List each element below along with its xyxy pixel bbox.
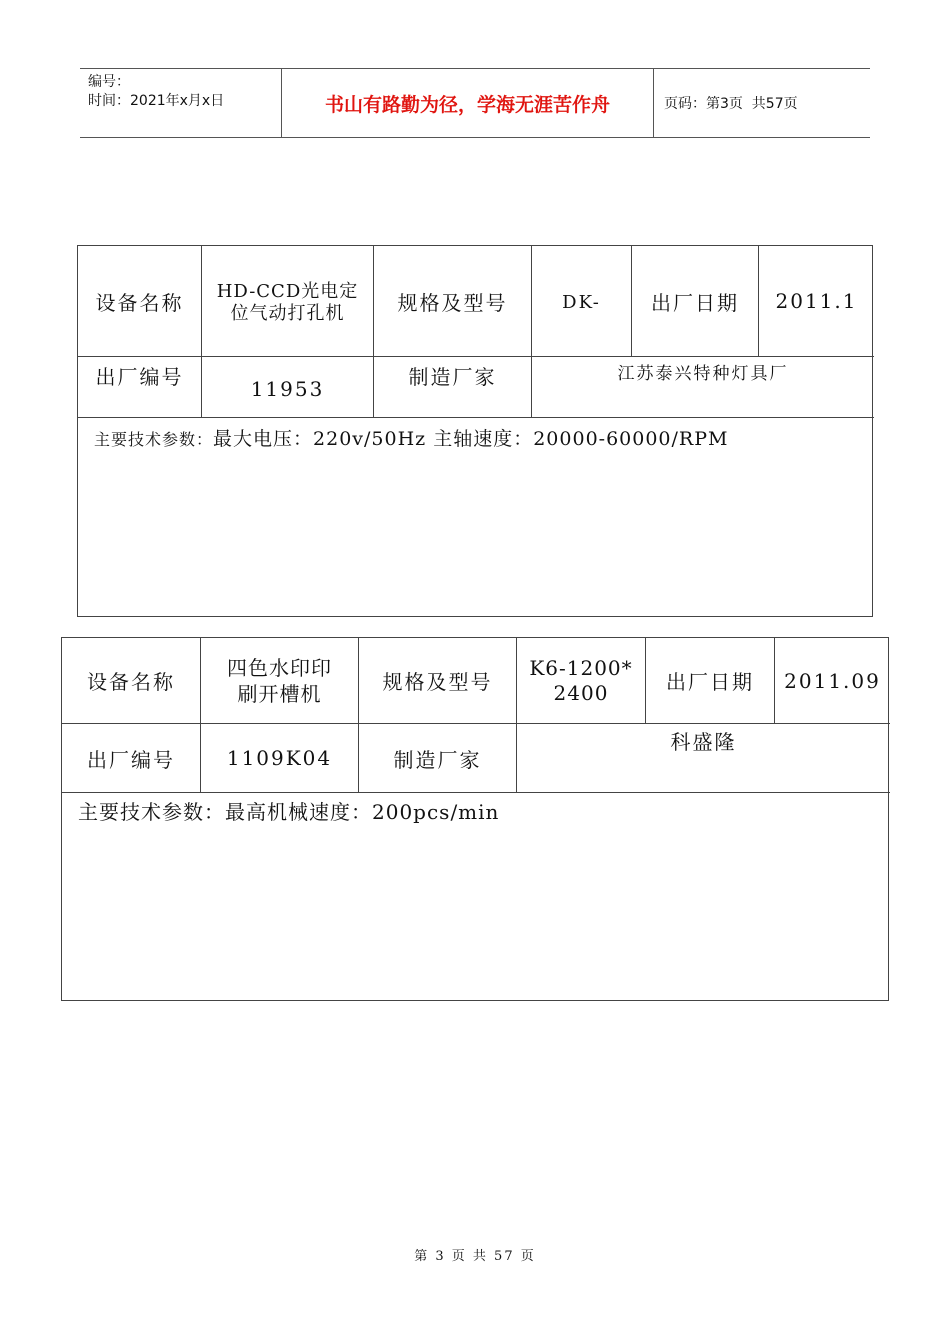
page-footer — [0, 1245, 950, 1264]
name-label: 设备名称 — [95, 290, 184, 315]
serial-value: 1109K04 — [226, 746, 333, 770]
header-meta — [80, 69, 281, 137]
equipment-table-2 — [61, 637, 889, 1001]
tech-params-2: 主要技术参数：最高机械速度：200pcs/min — [78, 800, 500, 824]
maker-label: 制造厂家 — [393, 747, 482, 772]
date-label: 出厂日期 — [651, 290, 739, 315]
page-info-text: 页码：第3页 共57页 — [664, 96, 798, 112]
tech-value-1: 最大电压：220v/50Hz 主轴速度：20000-60000/RPM — [213, 428, 729, 450]
serial-label: 出厂编号 — [95, 365, 184, 389]
date-label: 出厂日期 — [666, 670, 754, 694]
time-label: 时间：2021年x月x日 — [88, 93, 225, 109]
tech-params-1 — [94, 424, 872, 451]
date-value: 2011.1 — [775, 289, 858, 313]
header-slogan — [281, 69, 654, 137]
maker-label: 制造厂家 — [408, 365, 497, 389]
model-label: 规格及型号 — [397, 290, 508, 315]
slogan-text: 书山有路勤为径，学海无涯苦作舟 — [324, 93, 610, 116]
model-value: DK- — [562, 292, 601, 313]
date-value: 2011.09 — [784, 668, 881, 693]
serial-label: 出厂编号 — [87, 747, 175, 772]
name-label: 设备名称 — [87, 670, 175, 694]
footer-page-number: 第 3 页 共 57 页 — [414, 1249, 536, 1264]
number-label: 编号： — [88, 74, 130, 90]
model-value: K6-1200*2400 — [529, 655, 633, 705]
header-page-info — [654, 69, 870, 137]
serial-value: 11953 — [250, 377, 325, 401]
equipment-table-1 — [77, 245, 873, 617]
name-value: 四色水印印刷开槽机 — [227, 655, 332, 706]
model-label: 规格及型号 — [382, 670, 493, 694]
maker-value: 江苏泰兴特种灯具厂 — [617, 364, 789, 384]
name-value: HD-CCD光电定位气动打孔机 — [216, 281, 359, 324]
maker-value: 科盛隆 — [670, 730, 737, 754]
page-header — [80, 68, 870, 138]
tech-label-1: 主要技术参数： — [94, 430, 214, 449]
